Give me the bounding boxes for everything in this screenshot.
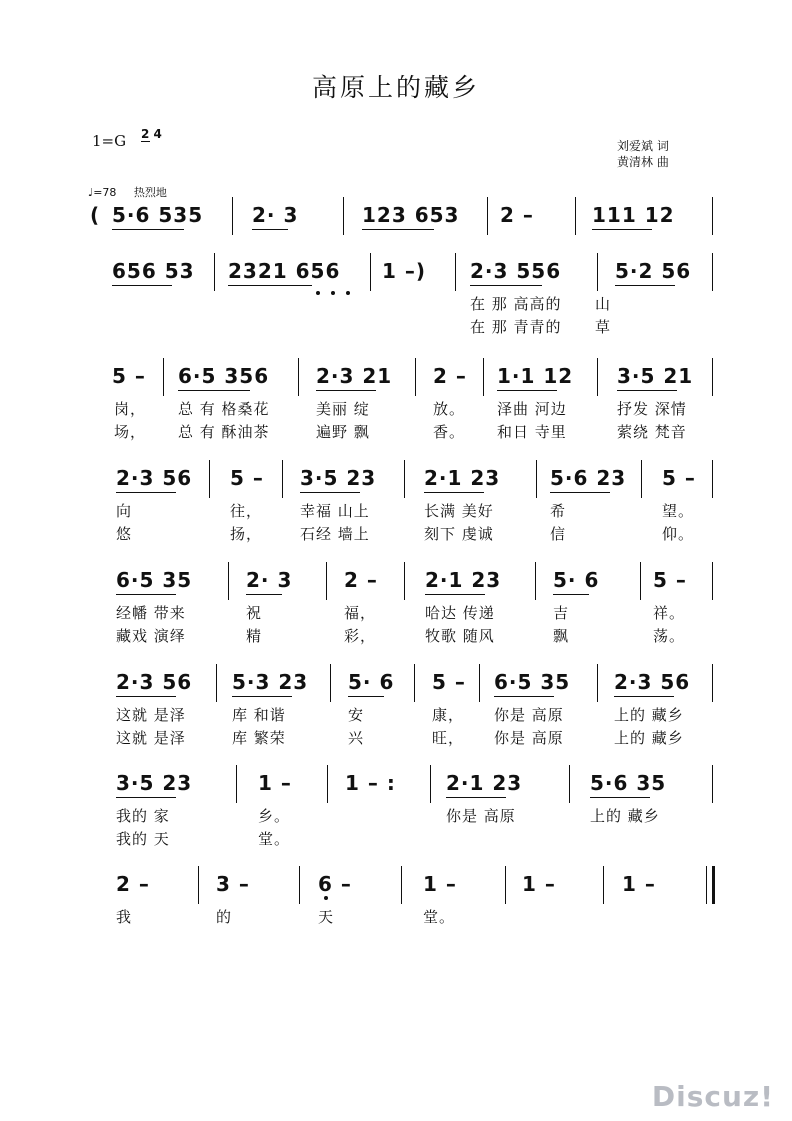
barline [282, 460, 283, 498]
barline [236, 765, 237, 803]
lyric: 经幡 带来 [116, 604, 186, 622]
lyric: 在 那 高高的 [470, 295, 562, 313]
measure: 1 – [258, 771, 292, 795]
lyric: 库 和谐 [232, 706, 286, 724]
lyric: 你是 高原 [446, 807, 516, 825]
underline [252, 229, 288, 230]
lyric: 上的 藏乡 [614, 706, 684, 724]
underline [425, 594, 485, 595]
lyric: 草 [595, 318, 612, 336]
measure: 656 53 [112, 259, 195, 283]
composer-credit: 黄清林 曲 [617, 155, 669, 169]
barline [330, 664, 331, 702]
underline [470, 285, 542, 286]
barline [198, 866, 199, 904]
barline [575, 197, 576, 235]
lyric: 库 繁荣 [232, 729, 286, 747]
time-sig-bottom: 4 [153, 127, 162, 141]
barline [343, 197, 344, 235]
barline [536, 460, 537, 498]
measure: 5·6 23 [550, 466, 627, 490]
barline [597, 358, 598, 396]
barline [298, 358, 299, 396]
barline [216, 664, 217, 702]
barline [404, 562, 405, 600]
barline [163, 358, 164, 396]
measure: 5 – [432, 670, 466, 694]
measure: 2 – [344, 568, 378, 592]
measure: 2321 656 [228, 259, 341, 283]
lyric: 石经 墙上 [300, 525, 370, 543]
underline [424, 492, 484, 493]
lyric: 场， [114, 423, 147, 441]
lyric: 上的 藏乡 [614, 729, 684, 747]
lyric: 抒发 深情 [617, 400, 687, 418]
measure: 2·3 56 [614, 670, 691, 694]
underline [617, 390, 677, 391]
barline [455, 253, 456, 291]
time-sig-top: 2 [141, 127, 150, 141]
tempo-value: ♩=78 [88, 186, 117, 199]
lyric: 放。 [433, 400, 466, 418]
underline [112, 285, 172, 286]
underline [614, 696, 674, 697]
lyric: 仰。 [662, 525, 695, 543]
lyric: 你是 高原 [494, 706, 564, 724]
underline [590, 797, 650, 798]
time-signature [141, 128, 162, 140]
measure: 2· 3 [246, 568, 293, 592]
lyric: 这就 是泽 [116, 729, 186, 747]
lyric: 这就 是泽 [116, 706, 186, 724]
underline [232, 696, 292, 697]
underline [592, 229, 652, 230]
lyric: 悠 [116, 525, 133, 543]
measure: 5 – [662, 466, 696, 490]
measure: 1 – [622, 872, 656, 896]
barline [214, 253, 215, 291]
barline [706, 866, 707, 904]
barline [712, 866, 715, 904]
lyric: 精 [246, 627, 263, 645]
lyric: 美丽 绽 [316, 400, 370, 418]
underline [550, 492, 610, 493]
barline [597, 253, 598, 291]
lyric: 天 [318, 908, 335, 926]
measure: 1 – [522, 872, 556, 896]
lyric: 我 [116, 908, 133, 926]
barline [641, 460, 642, 498]
lyric: 上的 藏乡 [590, 807, 660, 825]
measure: 5· 6 [348, 670, 395, 694]
lyric: 总 有 格桑花 [178, 400, 270, 418]
measure: 2·1 23 [424, 466, 501, 490]
measure: 3·5 23 [300, 466, 377, 490]
barline [401, 866, 402, 904]
lyric: 荡。 [653, 627, 686, 645]
lyric: 旺， [432, 729, 465, 747]
measure: 2 – [500, 203, 534, 227]
lyric: 我的 家 [116, 807, 170, 825]
measure: 2·3 56 [116, 670, 193, 694]
barline [232, 197, 233, 235]
lyric: 兴 [348, 729, 365, 747]
lyric: 牧歌 随风 [425, 627, 495, 645]
measure: 6·5 35 [116, 568, 193, 592]
underline [112, 229, 184, 230]
underline [300, 492, 360, 493]
lyric: 遍野 飘 [316, 423, 370, 441]
lower-octave-dot [324, 896, 328, 900]
measure: 2 – [433, 364, 467, 388]
lyric: 向 [116, 502, 133, 520]
lyric: 山 [595, 295, 612, 313]
underline [553, 594, 589, 595]
underline [246, 594, 282, 595]
key-signature: 1=G [92, 132, 127, 150]
lower-octave-dot [331, 291, 335, 295]
lyric: 望。 [662, 502, 695, 520]
tempo-marking [88, 184, 167, 200]
barline [535, 562, 536, 600]
barline [479, 664, 480, 702]
barline [712, 197, 713, 235]
measure: 5 – [230, 466, 264, 490]
lyric: 刻下 虔诚 [424, 525, 494, 543]
measure: 1·1 12 [497, 364, 574, 388]
barline [327, 765, 328, 803]
lyric: 堂。 [423, 908, 456, 926]
underline [228, 285, 312, 286]
song-title: 高原上的藏乡 [311, 73, 480, 102]
underline [615, 285, 675, 286]
underline [116, 594, 176, 595]
measure: 1 – [423, 872, 457, 896]
lyric: 我的 天 [116, 830, 170, 848]
measure: 2·1 23 [425, 568, 502, 592]
measure: 2·1 23 [446, 771, 523, 795]
measure: 2 – [116, 872, 150, 896]
barline [505, 866, 506, 904]
lyric: 乡。 [258, 807, 291, 825]
measure: 5·6 35 [590, 771, 667, 795]
barline [712, 664, 713, 702]
lower-octave-dot [346, 291, 350, 295]
barline [483, 358, 484, 396]
barline [404, 460, 405, 498]
lyric: 安 [348, 706, 365, 724]
lyric: 哈达 传递 [425, 604, 495, 622]
barline [209, 460, 210, 498]
lyric: 香。 [433, 423, 466, 441]
expression-marking: 热烈地 [133, 186, 167, 199]
barline [414, 664, 415, 702]
lyric: 祥。 [653, 604, 686, 622]
lyric: 你是 高原 [494, 729, 564, 747]
lyric: 飘 [553, 627, 570, 645]
measure: 2·3 21 [316, 364, 393, 388]
underline [494, 696, 554, 697]
measure: 2·3 556 [470, 259, 562, 283]
measure: 5·6 535 [112, 203, 204, 227]
barline [712, 765, 713, 803]
measure: 2·3 56 [116, 466, 193, 490]
lyric: 在 那 青青的 [470, 318, 562, 336]
lyric: 总 有 酥油茶 [178, 423, 270, 441]
measure: 1 –) [382, 259, 427, 283]
barline [603, 866, 604, 904]
barline [326, 562, 327, 600]
barline [487, 197, 488, 235]
measure: 123 653 [362, 203, 460, 227]
lyric: 泽曲 河边 [497, 400, 567, 418]
measure: 5 – [653, 568, 687, 592]
measure: 5· 6 [553, 568, 600, 592]
lyric: 吉 [553, 604, 570, 622]
barline [299, 866, 300, 904]
measure: ( [90, 203, 101, 227]
lyric: 康， [432, 706, 465, 724]
measure: 1 – : [345, 771, 396, 795]
lyric: 希 [550, 502, 567, 520]
barline [430, 765, 431, 803]
lyric: 福， [344, 604, 377, 622]
barline [712, 253, 713, 291]
barline [597, 664, 598, 702]
lyric: 和日 寺里 [497, 423, 567, 441]
underline [348, 696, 384, 697]
measure: 6·5 356 [178, 364, 270, 388]
barline [640, 562, 641, 600]
measure: 2· 3 [252, 203, 299, 227]
measure: 111 12 [592, 203, 675, 227]
discuz-logo: Discuz! [651, 1080, 774, 1113]
underline [178, 390, 250, 391]
underline [116, 797, 176, 798]
lyric: 扬， [230, 525, 263, 543]
lyric: 幸福 山上 [300, 502, 370, 520]
measure: 3 – [216, 872, 250, 896]
lyric: 的 [216, 908, 233, 926]
underline [362, 229, 434, 230]
measure: 3·5 21 [617, 364, 694, 388]
underline [116, 696, 176, 697]
lyric: 信 [550, 525, 567, 543]
barline [569, 765, 570, 803]
measure: 3·5 23 [116, 771, 193, 795]
barline [415, 358, 416, 396]
measure: 5·3 23 [232, 670, 309, 694]
lyric: 堂。 [258, 830, 291, 848]
lyric: 往， [230, 502, 263, 520]
lyric: 长满 美好 [424, 502, 494, 520]
measure: 6 – [318, 872, 352, 896]
measure: 5 – [112, 364, 146, 388]
underline [446, 797, 506, 798]
barline [712, 460, 713, 498]
underline [116, 492, 176, 493]
measure: 5·2 56 [615, 259, 692, 283]
lower-octave-dot [316, 291, 320, 295]
lyric: 藏戏 演绎 [116, 627, 186, 645]
lyric: 萦绕 梵音 [617, 423, 687, 441]
lyric: 彩， [344, 627, 377, 645]
barline [712, 358, 713, 396]
measure: 6·5 35 [494, 670, 571, 694]
barline [370, 253, 371, 291]
underline [316, 390, 376, 391]
lyric: 岗， [114, 400, 147, 418]
underline [497, 390, 557, 391]
barline [228, 562, 229, 600]
lyricist-credit: 刘爱斌 词 [617, 139, 669, 153]
lyric: 祝 [246, 604, 263, 622]
barline [712, 562, 713, 600]
